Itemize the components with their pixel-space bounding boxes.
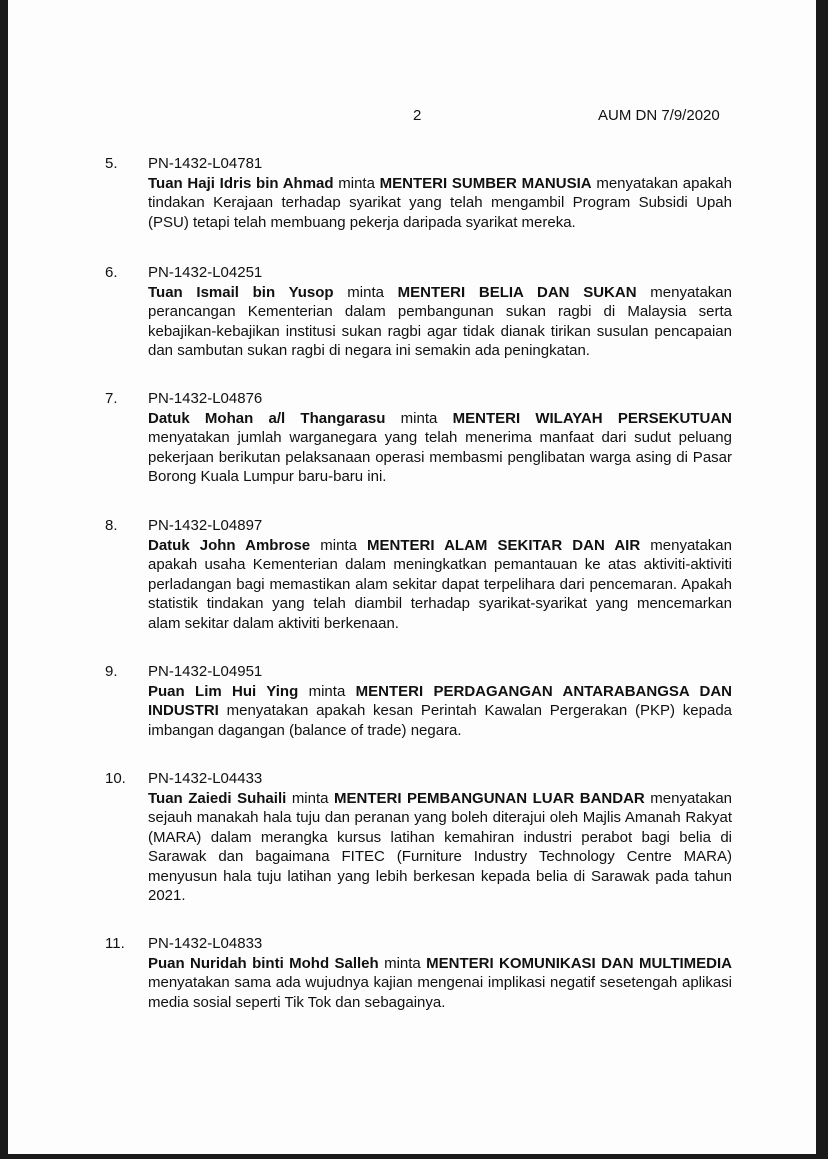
minister-name: MENTERI WILAYAH PERSEKUTUAN — [452, 410, 733, 427]
question-number: 9. — [105, 663, 118, 680]
question-text: menyatakan apakah kesan Perintah Kawalan Pergerakan (PKP) kepada imbangan dagangan (balance of trade) negara. — [148, 702, 732, 739]
question-number: 7. — [105, 390, 118, 407]
page-number: 2 — [413, 107, 422, 124]
question-number: 10. — [105, 770, 126, 787]
question-number: 5. — [105, 155, 118, 172]
member-name: Tuan Zaiedi Suhaili — [148, 790, 287, 807]
member-name: Tuan Haji Idris bin Ahmad — [148, 175, 334, 192]
member-name: Puan Lim Hui Ying — [148, 683, 299, 700]
question-body — [148, 174, 732, 232]
question-number: 11. — [105, 935, 125, 952]
question-number: 6. — [105, 264, 118, 281]
minister-name: MENTERI ALAM SEKITAR DAN AIR — [367, 537, 641, 554]
asks-word: minta — [291, 790, 329, 807]
minister-name: MENTERI PERDAGANGAN ANTARABANGSA DAN INDUSTRI — [148, 683, 732, 720]
member-name: Datuk John Ambrose — [148, 537, 311, 554]
question-body — [148, 409, 732, 487]
question-code: PN-1432-L04897 — [148, 517, 263, 534]
question-code: PN-1432-L04833 — [148, 935, 263, 952]
member-name: Puan Nuridah binti Mohd Salleh — [148, 955, 379, 972]
question-text: menyatakan perancangan Kementerian dalam pembangunan sukan ragbi di Malaysia serta kebajikan-kebajikan institusi sukan ragbi agar tidak dianak tirikan susulan pencapaian dan sambutan sukan ragbi di negara ini semakin ada peningkatan. — [148, 284, 732, 360]
asks-word: minta — [400, 410, 438, 427]
question-code: PN-1432-L04951 — [148, 663, 263, 680]
minister-name: MENTERI SUMBER MANUSIA — [379, 175, 592, 192]
asks-word: minta — [308, 683, 346, 700]
question-code: PN-1432-L04433 — [148, 770, 263, 787]
minister-name: MENTERI BELIA DAN SUKAN — [397, 284, 637, 301]
asks-word: minta — [338, 175, 375, 192]
question-number: 8. — [105, 517, 118, 534]
question-text: menyatakan apakah tindakan Kerajaan terhadap syarikat yang telah mengambil Program Subsidi Upah (PSU) tetapi telah membuang pekerja daripada syarikat mereka. — [148, 175, 732, 231]
question-text: menyatakan jumlah warganegara yang telah menerima manfaat dari sudut peluang pekerjaan berikutan pelaksanaan operasi membasmi penglibatan warga asing di Pasar Borong Kuala Lumpur baru-baru ini. — [148, 429, 732, 486]
asks-word: minta — [384, 955, 421, 972]
question-text: menyatakan sejauh manakah hala tuju dan peranan yang boleh diterajui oleh Majlis Amanah Rakyat (MARA) dalam merangka kursus latihan kemahiran industri perabot bagi belia di Sarawak dan bagaimana FITEC (Furniture Industry Technology Centre MARA) menyusun hala tuju latihan yang lebih berkesan kepada belia di Sarawak pada tahun 2021. — [148, 790, 732, 905]
document-page — [8, 0, 816, 1154]
question-body — [148, 682, 732, 740]
minister-name: MENTERI PEMBANGUNAN LUAR BANDAR — [334, 790, 645, 807]
question-text: menyatakan sama ada wujudnya kajian mengenai implikasi negatif sesetengah aplikasi media sosial seperti Tik Tok dan sebagainya. — [148, 974, 732, 1011]
asks-word: minta — [320, 537, 357, 554]
question-body — [148, 954, 732, 1012]
document-reference: AUM DN 7/9/2020 — [598, 107, 720, 124]
question-body — [148, 283, 732, 361]
asks-word: minta — [347, 284, 384, 301]
question-text: menyatakan apakah usaha Kementerian dalam meningkatkan pemantauan ke atas aktiviti-aktiviti perladangan bagi memastikan alam sekitar dapat terpelihara dari pencemaran. Apakah statistik tindakan yang telah diambil terhadap syarikat-syarikat yang mencemarkan alam sekitar dalam aktiviti berkenaan. — [148, 537, 732, 632]
question-body — [148, 536, 732, 633]
question-code: PN-1432-L04251 — [148, 264, 263, 281]
minister-name: MENTERI KOMUNIKASI DAN MULTIMEDIA — [426, 955, 732, 972]
question-code: PN-1432-L04876 — [148, 390, 263, 407]
member-name: Tuan Ismail bin Yusop — [148, 284, 334, 301]
member-name: Datuk Mohan a/l Thangarasu — [148, 410, 386, 427]
question-body — [148, 789, 732, 905]
question-code: PN-1432-L04781 — [148, 155, 263, 172]
